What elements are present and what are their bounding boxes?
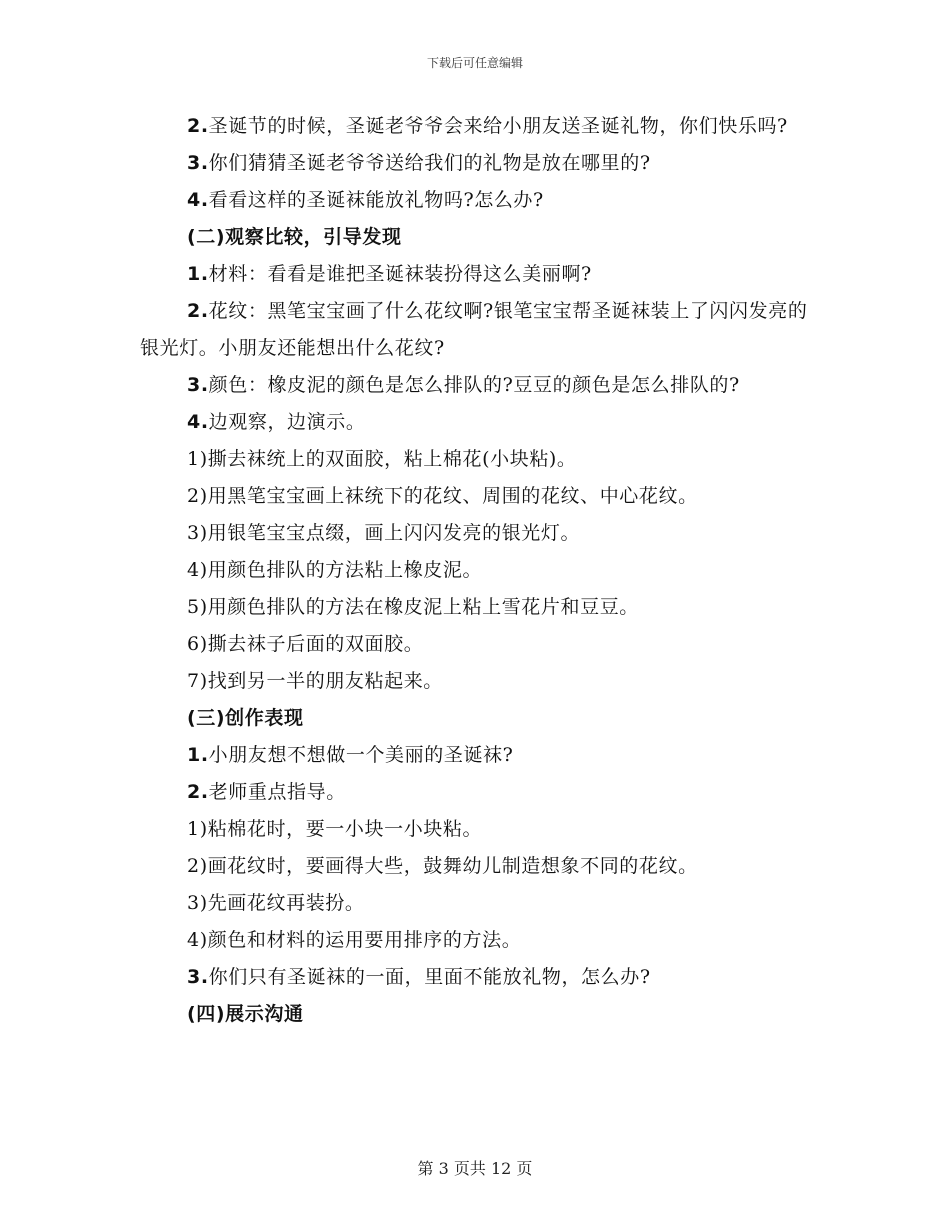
document-body bbox=[140, 108, 810, 1033]
step-item: 5)用颜色排队的方法在橡皮泥上粘上雪花片和豆豆。 bbox=[187, 596, 639, 618]
paragraph-text: 看看这样的圣诞袜能放礼物吗?怎么办? bbox=[208, 189, 544, 211]
paragraph-text: 老师重点指导。 bbox=[208, 781, 346, 803]
paragraph-text: 小朋友想不想做一个美丽的圣诞袜? bbox=[208, 744, 514, 766]
step-item: 1)撕去袜统上的双面胶，粘上棉花(小块粘)。 bbox=[187, 448, 577, 470]
item-number: 4. bbox=[187, 411, 209, 433]
step-item: 3)用银笔宝宝点缀，画上闪闪发亮的银光灯。 bbox=[187, 522, 581, 544]
section-heading: (二)观察比较，引导发现 bbox=[187, 226, 402, 248]
item-number: 3. bbox=[187, 374, 209, 396]
step-item: 2)画花纹时，要画得大些，鼓舞幼儿制造想象不同的花纹。 bbox=[187, 855, 698, 877]
paragraph-text: 你们只有圣诞袜的一面，里面不能放礼物，怎么办? bbox=[208, 966, 651, 988]
paragraph-item bbox=[140, 108, 810, 145]
paragraph-item bbox=[140, 256, 810, 293]
page-footer: 第 3 页共 12 页 bbox=[417, 1159, 533, 1178]
item-number: 1. bbox=[187, 263, 209, 285]
item-number: 3. bbox=[187, 152, 209, 174]
item-number: 2. bbox=[187, 300, 209, 322]
paragraph-item bbox=[140, 182, 810, 219]
paragraph-item bbox=[140, 404, 810, 441]
step-item: 1)粘棉花时，要一小块一小块粘。 bbox=[187, 818, 483, 840]
paragraph-item bbox=[140, 145, 810, 182]
section-heading: (三)创作表现 bbox=[187, 707, 304, 729]
paragraph-item bbox=[140, 774, 810, 811]
paragraph-text: 边观察，边演示。 bbox=[208, 411, 366, 433]
paragraph-item bbox=[140, 367, 810, 404]
step-item: 6)撕去袜子后面的双面胶。 bbox=[187, 633, 424, 655]
paragraph-item bbox=[140, 737, 810, 774]
step-item: 2)用黑笔宝宝画上袜统下的花纹、周围的花纹、中心花纹。 bbox=[187, 485, 698, 507]
paragraph-text: 花纹：黑笔宝宝画了什么花纹啊?银笔宝宝帮圣诞袜装上了闪闪发亮的银光灯。小朋友还能想出什么花纹? bbox=[140, 300, 808, 359]
step-item: 3)先画花纹再装扮。 bbox=[187, 892, 365, 914]
item-number: 4. bbox=[187, 189, 209, 211]
page-header: 下载后可任意编辑 bbox=[426, 56, 523, 70]
step-item: 4)颜色和材料的运用要用排序的方法。 bbox=[187, 929, 522, 951]
paragraph-text: 圣诞节的时候，圣诞老爷爷会来给小朋友送圣诞礼物，你们快乐吗? bbox=[208, 115, 788, 137]
paragraph-item bbox=[140, 293, 810, 367]
item-number: 2. bbox=[187, 115, 209, 137]
step-item: 4)用颜色排队的方法粘上橡皮泥。 bbox=[187, 559, 483, 581]
item-number: 3. bbox=[187, 966, 209, 988]
paragraph-item bbox=[140, 959, 810, 996]
item-number: 1. bbox=[187, 744, 209, 766]
section-heading: (四)展示沟通 bbox=[187, 1003, 304, 1025]
step-item: 7)找到另一半的朋友粘起来。 bbox=[187, 670, 443, 692]
paragraph-text: 你们猜猜圣诞老爷爷送给我们的礼物是放在哪里的? bbox=[208, 152, 651, 174]
paragraph-text: 材料：看看是谁把圣诞袜装扮得这么美丽啊? bbox=[208, 263, 592, 285]
item-number: 2. bbox=[187, 781, 209, 803]
paragraph-text: 颜色：橡皮泥的颜色是怎么排队的?豆豆的颜色是怎么排队的? bbox=[208, 374, 740, 396]
